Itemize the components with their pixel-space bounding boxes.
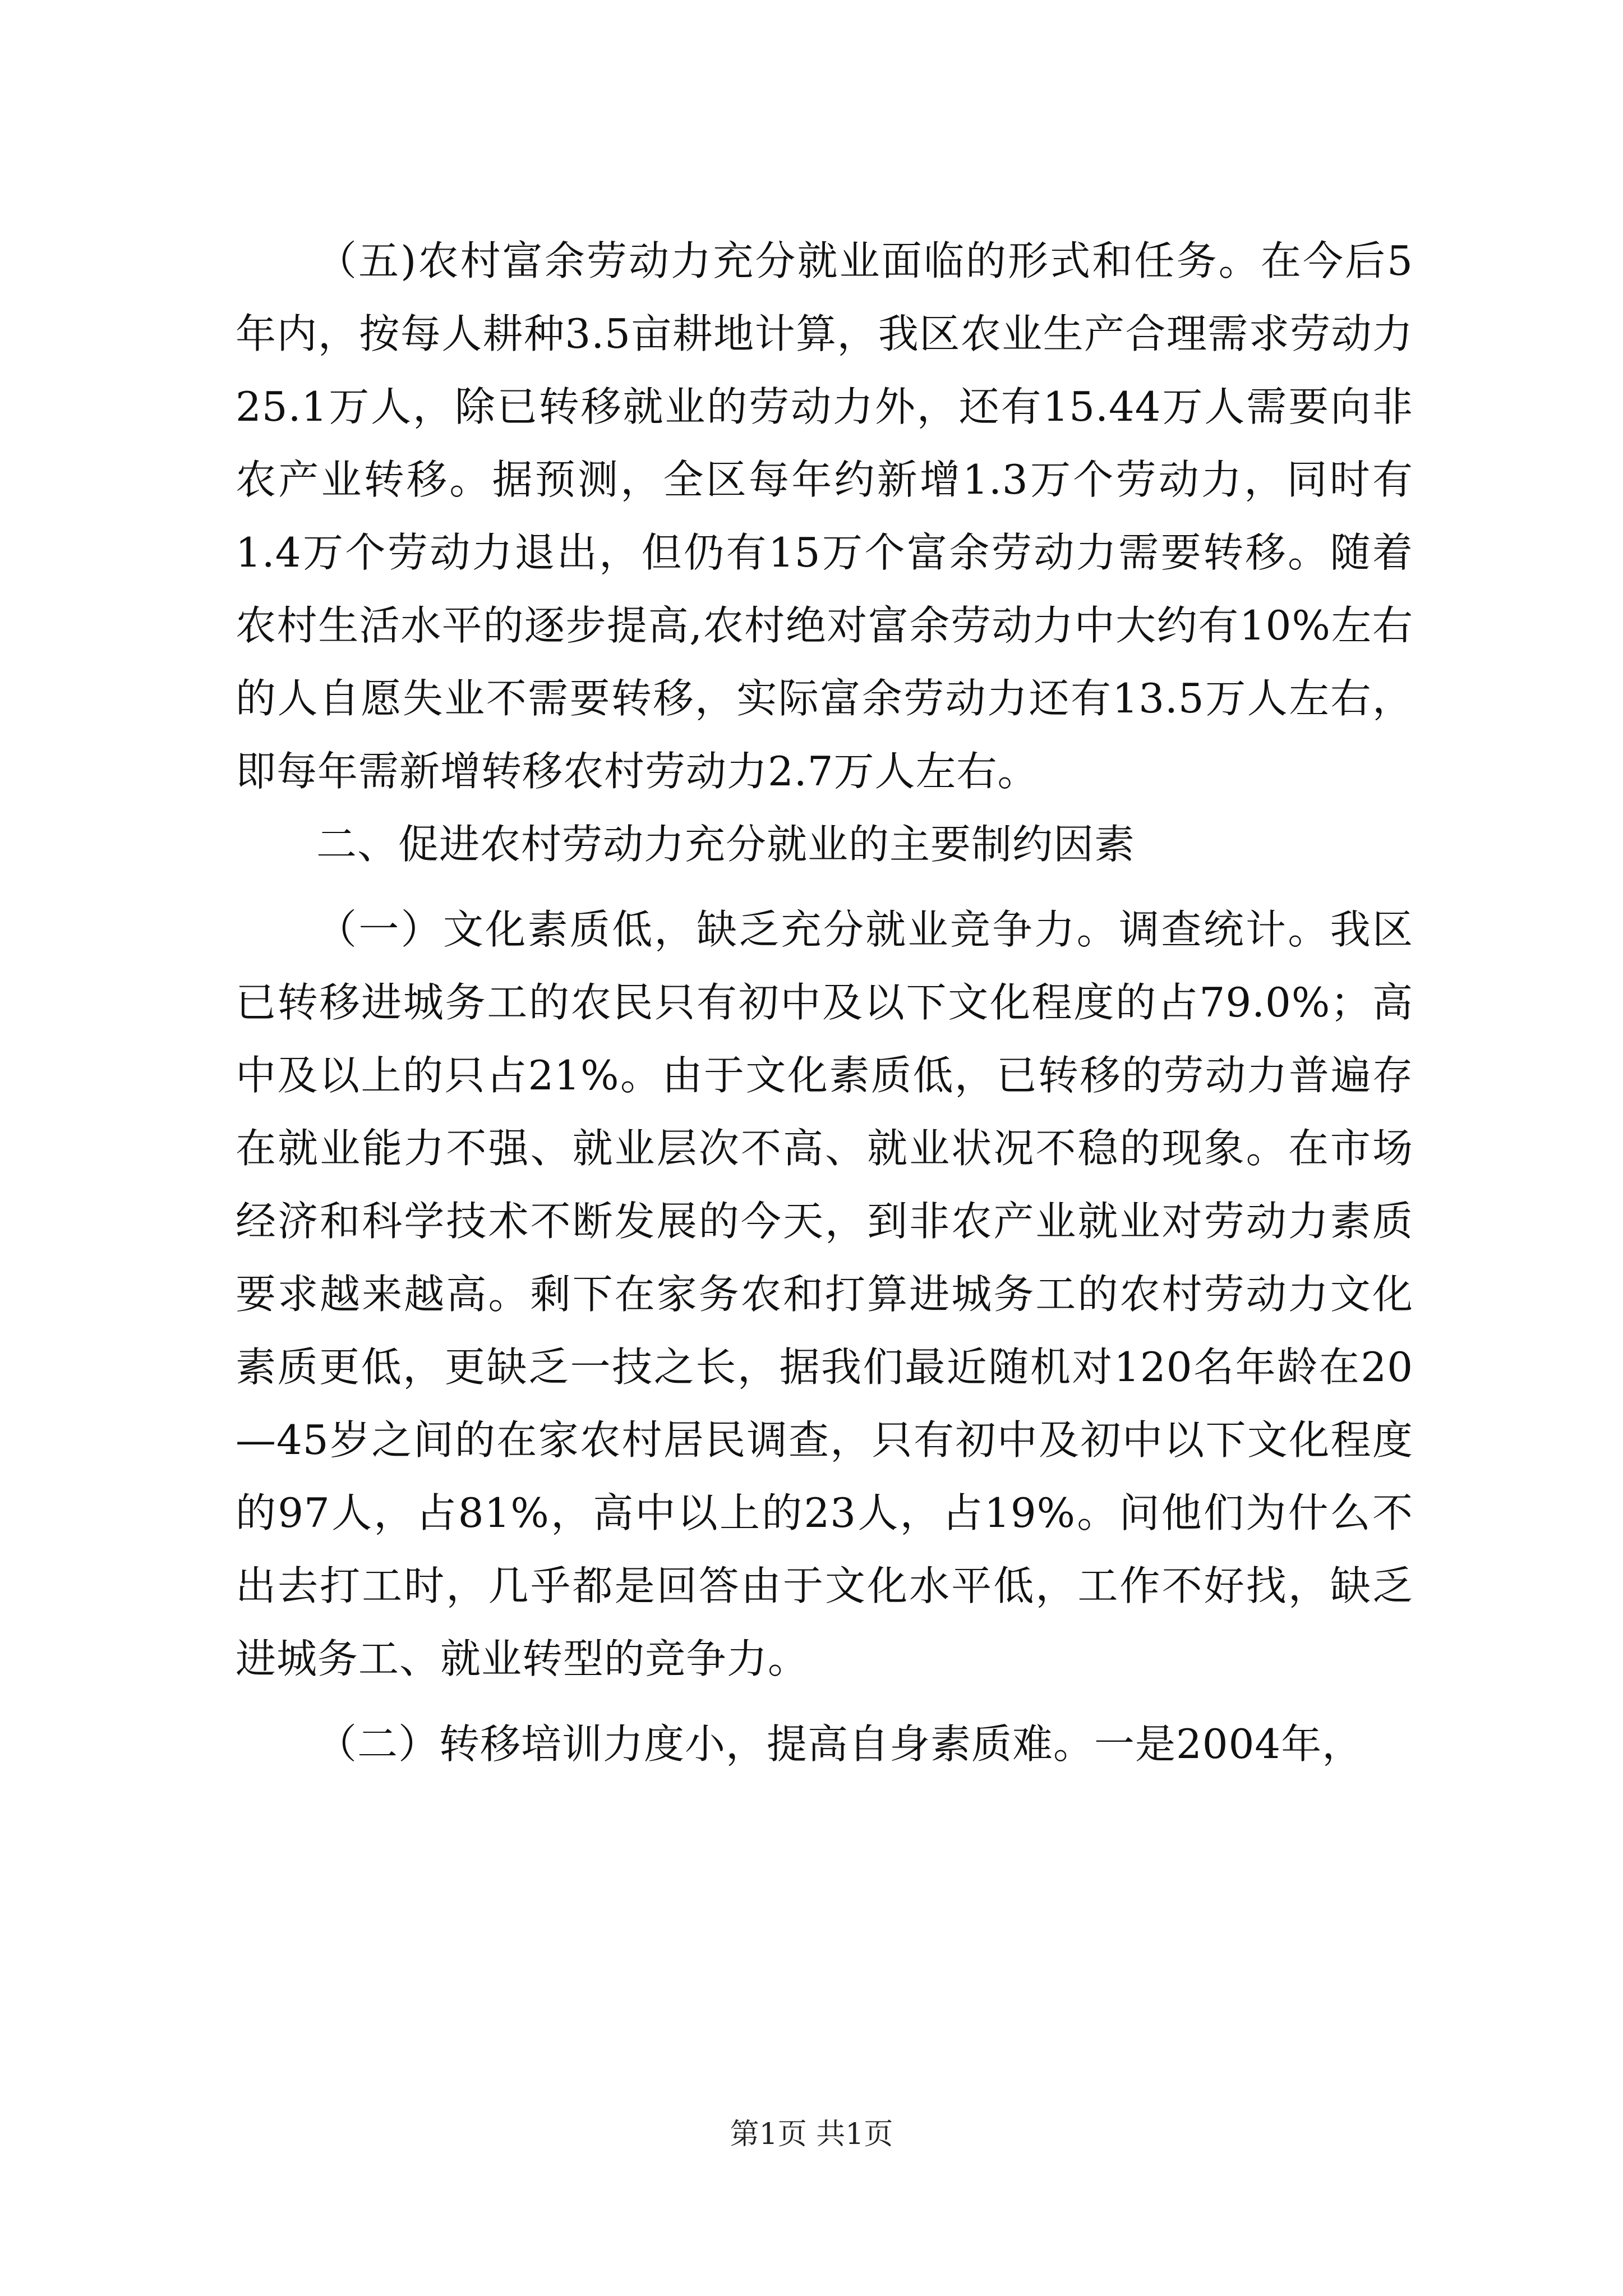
paragraph-training: （二）转移培训力度小，提高自身素质难。一是2004年，: [316, 1720, 1363, 1768]
document-body: [236, 224, 1413, 1780]
section-heading-constraints: 二、促进农村劳动力充分就业的主要制约因素: [316, 821, 1136, 868]
paragraph-education-level: （一）文化素质低，缺乏充分就业竞争力。调查统计。我区已转移进城务工的农民只有初中及以下文化程度的占79.0%；高中及以上的只占21%。由于文化素质低，已转移的劳动力普遍存在就业能力不强、就业层次不高、就业状况不稳的现象。在市场经济和科学技术不断发展的今天，到非农产业就业对劳动力素质要求越来越高。剩下在家务农和打算进城务工的农村劳动力文化素质更低，更缺乏一技之长，据我们最近随机对120名年龄在20—45岁之间的在家农村居民调查，只有初中及初中以下文化程度的97人，占81%，高中以上的23人，占19%。问他们为什么不出去打工时，几乎都是回答由于文化水平低，工作不好找，缺乏进城务工、就业转型的竞争力。: [236, 906, 1413, 1682]
page-footer: 第1页 共1页: [730, 2118, 893, 2151]
paragraph-employment-situation: （五)农村富余劳动力充分就业面临的形式和任务。在今后5年内，按每人耕种3.5亩耕地计算，我区农业生产合理需求劳动力25.1万人，除已转移就业的劳动力外，还有15.44万人需要向非农产业转移。据预测，全区每年约新增1.3万个劳动力，同时有1.4万个劳动力退出，但仍有15万个富余劳动力需要转移。随着农村生活水平的逐步提高,农村绝对富余劳动力中大约有10%左右的人自愿失业不需要转移，实际富余劳动力还有13.5万人左右，即每年需新增转移农村劳动力2.7万人左右。: [236, 237, 1413, 795]
